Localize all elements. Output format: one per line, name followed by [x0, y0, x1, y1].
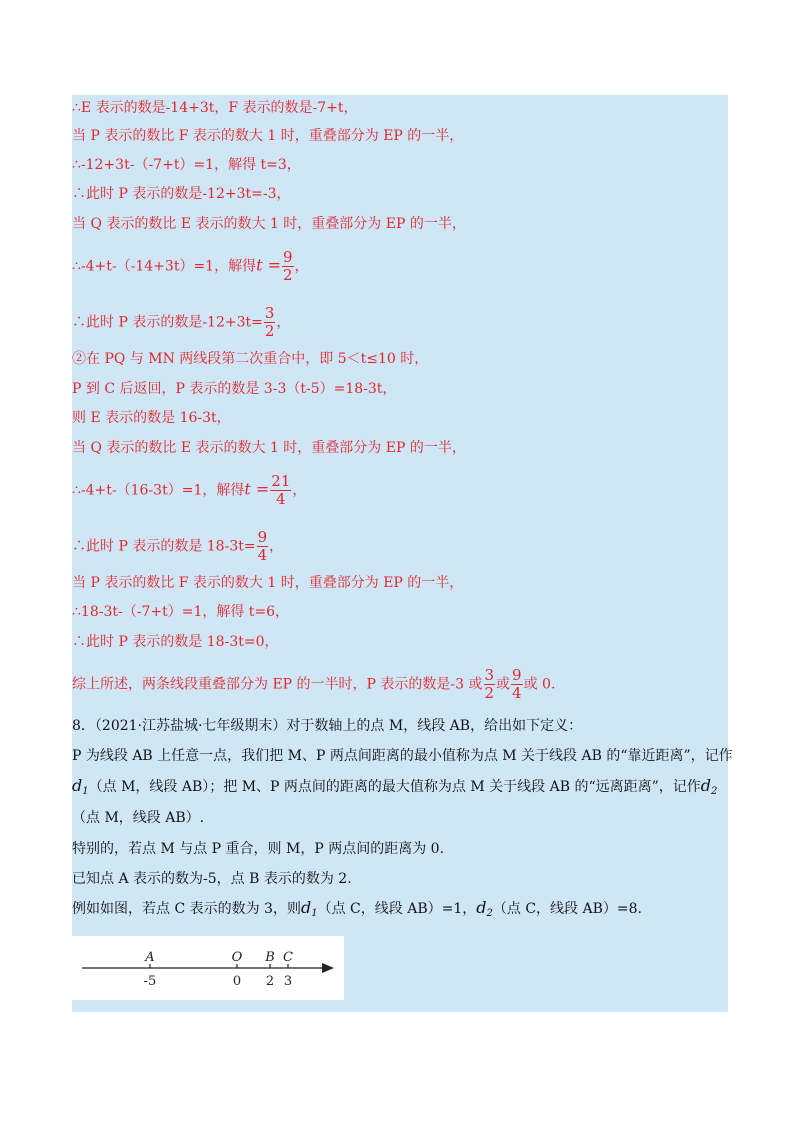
- solution-line-4: ∴此时 P 表示的数是-12+3t=-3，: [72, 186, 291, 202]
- punctuation: ，: [269, 538, 284, 555]
- fraction-numerator: 3: [484, 666, 495, 684]
- equation-text: ∴此时 P 表示的数是 18-3t=: [72, 538, 256, 555]
- fraction: [282, 250, 294, 283]
- d2-subscript: 2: [486, 908, 493, 919]
- fraction-numerator: 9: [257, 528, 268, 546]
- solution-line-1: ∴E 表示的数是-14+3t，F 表示的数是-7+t，: [72, 100, 358, 116]
- question-8-special-case: 特别的，若点 M 与点 P 重合，则 M，P 两点间的距离为 0.: [72, 841, 445, 857]
- solution-line-15: ∴18-3t-（-7+t）=1，解得 t=6，: [72, 604, 290, 620]
- solution-line-6: [72, 250, 309, 283]
- d1-subscript: 1: [311, 908, 318, 919]
- d1-subscript: 1: [82, 786, 89, 797]
- definition-text: （点 M，线段 AB）；把 M、P 两点间的距离的最大值称为点 M 关于线段 AB 的“远离距离”，记作: [88, 779, 701, 795]
- fraction: [484, 668, 496, 701]
- conclusion-tail: 或 0.: [523, 676, 556, 693]
- d2-symbol: d: [476, 898, 487, 917]
- equation-text: ∴-4+t-（16-3t）=1，解得: [72, 482, 245, 499]
- fraction-denominator: 2: [283, 266, 293, 284]
- solution-conclusion: [72, 668, 555, 701]
- variable-t: t =: [256, 255, 281, 275]
- number-line-figure: [72, 936, 344, 1000]
- solution-line-8: ②在 PQ 与 MN 两线段第二次重合中，即 5＜t≤10 时，: [72, 351, 429, 367]
- conjunction: 或: [496, 676, 511, 693]
- solution-line-9: P 到 C 后返回，P 表示的数是 3-3（t-5）=18-3t，: [72, 381, 397, 397]
- question-8-title: 8．（2021·江苏盐城·七年级期末）对于数轴上的点 M，线段 AB，给出如下定义：: [72, 718, 583, 734]
- point-value-a: -5: [143, 974, 157, 989]
- point-label-c: C: [283, 950, 293, 965]
- arrow-head-icon: [322, 963, 334, 973]
- fraction-denominator: 4: [276, 490, 286, 508]
- point-label-o: O: [231, 950, 243, 965]
- conclusion-text: 综上所述，两条线段重叠部分为 EP 的一半时，P 表示的数是-3 或: [72, 676, 483, 693]
- point-label-a: A: [145, 950, 155, 965]
- question-8-example: [72, 898, 642, 924]
- fraction-numerator: 3: [264, 304, 275, 322]
- fraction-denominator: 4: [257, 546, 268, 564]
- d1-symbol: d: [72, 776, 83, 795]
- fraction-denominator: 2: [264, 322, 275, 340]
- d2-subscript: 2: [711, 786, 718, 797]
- point-value-o: 0: [232, 974, 242, 989]
- fraction: [264, 306, 276, 339]
- punctuation: ，: [276, 314, 291, 331]
- punctuation: ，: [294, 258, 309, 275]
- d1-symbol: d: [300, 898, 312, 917]
- variable-t: t =: [244, 479, 270, 499]
- equation-text: ∴-4+t-（-14+3t）=1，解得: [72, 258, 257, 275]
- number-line-svg: [72, 936, 344, 1000]
- question-8-definition-3: （点 M，线段 AB）.: [72, 810, 205, 826]
- question-8-definition-2: [72, 776, 717, 802]
- point-value-b: 2: [265, 974, 275, 989]
- question-8-definition-1: P 为线段 AB 上任意一点，我们把 M、P 两点间距离的最小值称为点 M 关于线段 AB 的“靠近距离”，记作: [72, 748, 733, 764]
- fraction-numerator: 9: [512, 666, 522, 684]
- solution-line-14: 当 P 表示的数比 F 表示的数大 1 时，重叠部分为 EP 的一半，: [72, 575, 464, 591]
- punctuation: ，: [292, 482, 307, 499]
- example-text: （点 C，线段 AB）=8.: [492, 901, 642, 917]
- solution-line-12: [72, 474, 306, 507]
- fraction-denominator: 4: [512, 684, 522, 702]
- point-label-b: B: [265, 950, 275, 965]
- solution-line-11: 当 Q 表示的数比 E 表示的数大 1 时，重叠部分为 EP 的一半，: [72, 440, 466, 456]
- equation-text: ∴此时 P 表示的数是-12+3t=: [72, 314, 263, 331]
- solution-line-7: [72, 306, 290, 339]
- solution-line-10: 则 E 表示的数是 16-3t，: [72, 410, 231, 426]
- fraction-denominator: 2: [484, 684, 495, 702]
- solution-line-13: [72, 530, 283, 563]
- fraction: [257, 530, 269, 563]
- fraction: [511, 668, 523, 701]
- example-text: （点 C，线段 AB）=1，: [317, 901, 477, 917]
- point-value-c: 3: [283, 974, 293, 989]
- fraction-numerator: 9: [283, 248, 293, 266]
- d2-symbol: d: [700, 776, 712, 795]
- example-text: 例如如图，若点 C 表示的数为 3，则: [72, 901, 301, 917]
- fraction: [270, 474, 291, 507]
- question-8-given: 已知点 A 表示的数为-5，点 B 表示的数为 2.: [72, 871, 352, 887]
- solution-line-3: ∴-12+3t-（-7+t）=1，解得 t=3，: [72, 157, 301, 173]
- solution-line-5: 当 Q 表示的数比 E 表示的数大 1 时，重叠部分为 EP 的一半，: [72, 216, 466, 232]
- fraction-numerator: 21: [271, 472, 291, 490]
- solution-line-16: ∴此时 P 表示的数是 18-3t=0，: [72, 634, 279, 650]
- solution-line-2: 当 P 表示的数比 F 表示的数大 1 时，重叠部分为 EP 的一半，: [72, 128, 464, 144]
